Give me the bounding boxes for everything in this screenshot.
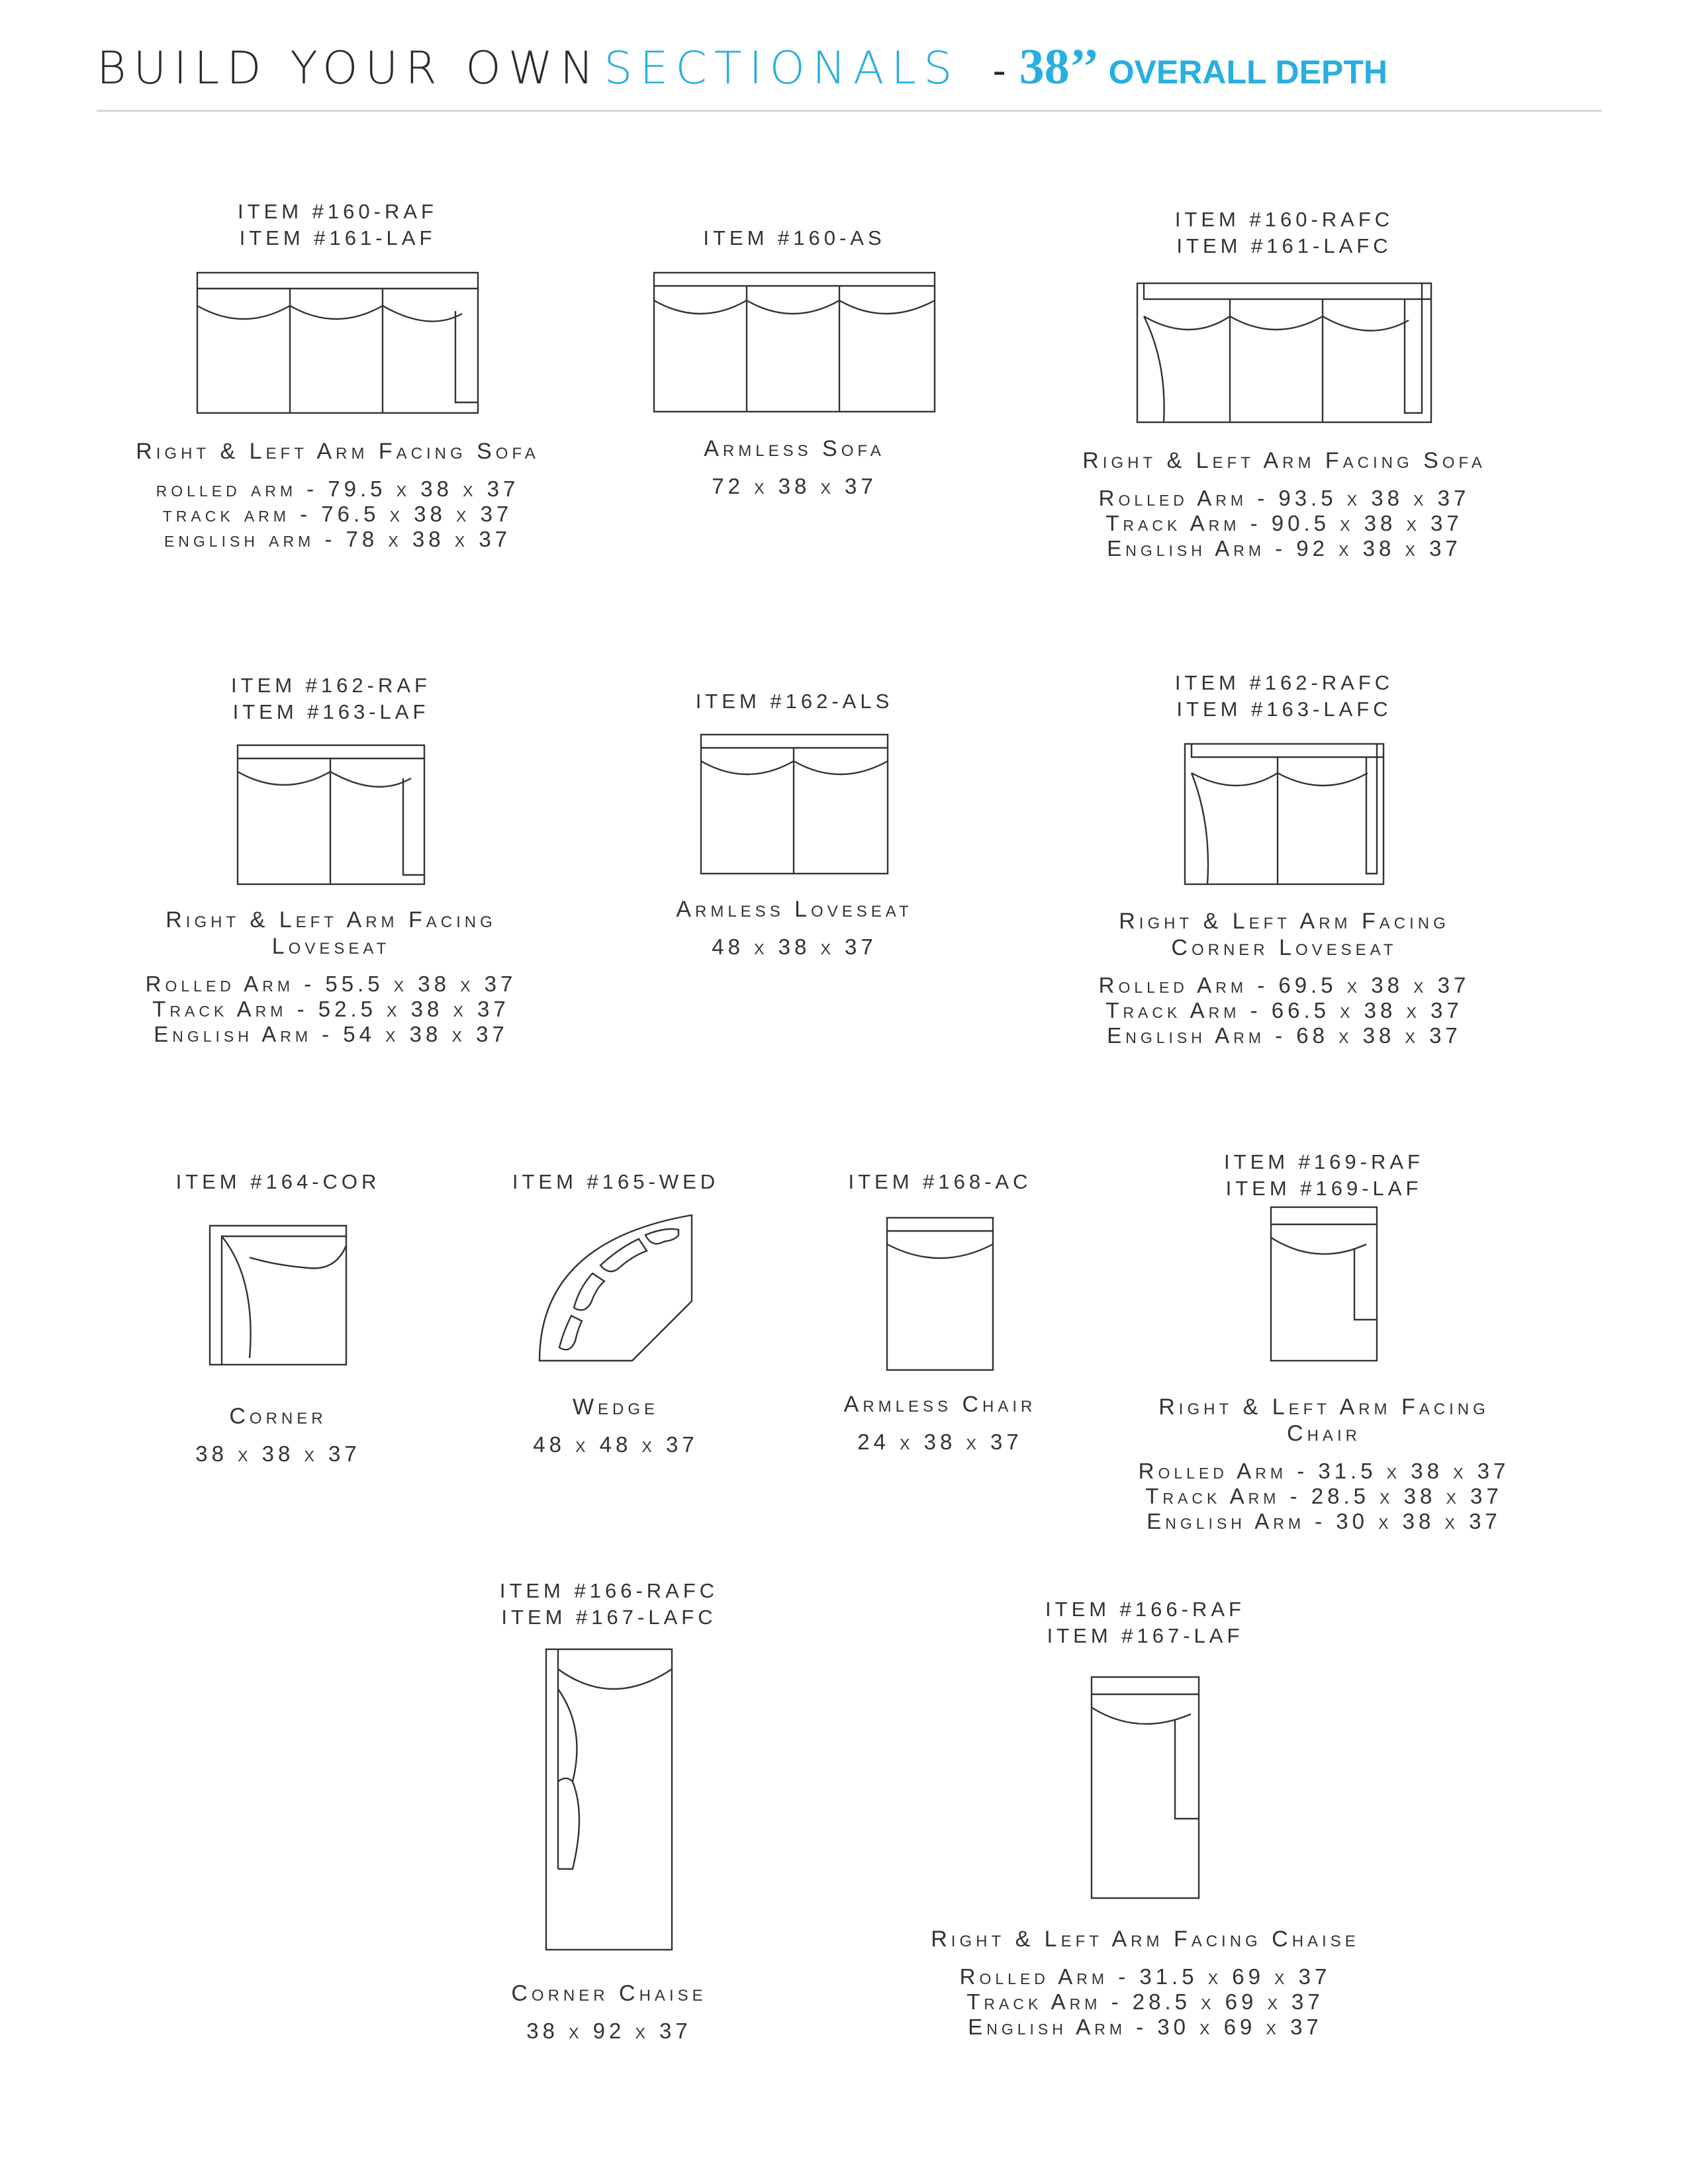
item-number: ITEM #164-COR bbox=[175, 1170, 381, 1193]
dimension: Track Arm - 28.5 x 69 x 37 bbox=[966, 1989, 1324, 2014]
dimension: 48 x 38 x 37 bbox=[712, 934, 877, 959]
item-number: ITEM #165-WED bbox=[512, 1170, 720, 1193]
product-164-cor bbox=[146, 1169, 410, 1467]
product-168-ac bbox=[808, 1169, 1072, 1455]
corner-chaise-icon bbox=[546, 1649, 672, 1950]
item-numbers bbox=[119, 199, 556, 251]
dimension: English Arm - 54 x 38 x 37 bbox=[154, 1022, 508, 1046]
dimension: 38 x 38 x 37 bbox=[195, 1441, 361, 1466]
dimension: Track Arm - 52.5 x 38 x 37 bbox=[152, 997, 510, 1021]
armless-chair-icon bbox=[887, 1218, 993, 1370]
item-number: ITEM #160-AS bbox=[703, 226, 886, 250]
product-165-wed bbox=[477, 1169, 755, 1457]
product-name: Corner Loveseat bbox=[1171, 935, 1397, 960]
title-build-your-own: BUILD YOUR OWN bbox=[97, 42, 601, 95]
item-number: ITEM #160-RAF bbox=[238, 200, 438, 223]
product-169-raf bbox=[1125, 1149, 1523, 1534]
dimension: English Arm - 68 x 38 x 37 bbox=[1107, 1023, 1462, 1048]
item-number: ITEM #163-LAFC bbox=[1176, 698, 1392, 721]
corner-icon bbox=[210, 1226, 346, 1365]
dimension: English Arm - 30 x 69 x 37 bbox=[968, 2015, 1323, 2039]
product-name: Right & Left Arm Facing Sofa bbox=[136, 439, 539, 464]
product-name: Right & Left Arm Facing bbox=[1119, 909, 1450, 934]
product-162-raf bbox=[113, 672, 549, 1047]
product-160-raf bbox=[119, 199, 556, 552]
dimension: Track Arm - 90.5 x 38 x 37 bbox=[1105, 511, 1463, 535]
depth-label: OVERALL DEPTH bbox=[1108, 54, 1387, 91]
item-number: ITEM #169-RAF bbox=[1224, 1150, 1424, 1173]
dimension: 48 x 48 x 37 bbox=[533, 1432, 698, 1457]
arm-facing-loveseat-icon bbox=[238, 745, 424, 884]
product-name: Armless Sofa bbox=[704, 436, 885, 461]
title-dash: - bbox=[992, 50, 1006, 93]
armless-sofa-icon bbox=[654, 273, 935, 412]
wedge-icon bbox=[539, 1215, 692, 1361]
product-name: Armless Loveseat bbox=[676, 897, 913, 922]
product-name: Right & Left Arm Facing Loveseat bbox=[165, 907, 496, 959]
dimension: track arm - 76.5 x 38 x 37 bbox=[162, 502, 513, 526]
arm-facing-chaise-icon bbox=[1092, 1677, 1199, 1898]
product-162-als bbox=[596, 688, 993, 960]
dimension: Rolled Arm - 69.5 x 38 x 37 bbox=[1098, 973, 1470, 997]
item-number: ITEM #166-RAFC bbox=[499, 1579, 719, 1602]
page-title bbox=[97, 38, 1387, 105]
product-name: Armless Chair bbox=[843, 1392, 1037, 1417]
item-number: ITEM #161-LAF bbox=[239, 226, 436, 250]
item-number: ITEM #168-AC bbox=[848, 1170, 1032, 1193]
product-name: Right & Left Arm Facing Chair bbox=[1158, 1394, 1489, 1446]
arm-facing-corner-sofa-icon bbox=[1137, 283, 1431, 422]
dimension: 24 x 38 x 37 bbox=[857, 1430, 1023, 1454]
depth-number: 38’’ bbox=[1019, 39, 1100, 95]
product-name: Wedge bbox=[572, 1394, 659, 1420]
item-number: ITEM #161-LAFC bbox=[1176, 234, 1392, 257]
dimension: 72 x 38 x 37 bbox=[712, 474, 877, 498]
item-number: ITEM #169-LAF bbox=[1225, 1177, 1423, 1200]
header-divider bbox=[97, 110, 1602, 112]
item-number: ITEM #163-LAF bbox=[232, 700, 430, 723]
item-number: ITEM #160-RAFC bbox=[1174, 208, 1394, 231]
item-number: ITEM #162-ALS bbox=[695, 690, 894, 713]
product-160-rafc bbox=[1072, 206, 1496, 561]
product-166-raf bbox=[927, 1596, 1364, 2040]
title-sectionals: SECTIONALS bbox=[604, 42, 960, 95]
arm-facing-sofa-icon bbox=[197, 273, 478, 413]
product-160-as bbox=[596, 225, 993, 499]
product-name: Right & Left Arm Facing Sofa bbox=[1082, 448, 1486, 473]
arm-facing-chair-icon bbox=[1271, 1207, 1377, 1361]
product-162-rafc bbox=[1072, 670, 1496, 1048]
dimension: rolled arm - 79.5 x 38 x 37 bbox=[156, 477, 520, 501]
item-number: ITEM #167-LAFC bbox=[501, 1606, 717, 1629]
dimension: Rolled Arm - 31.5 x 69 x 37 bbox=[959, 1964, 1331, 1989]
armless-loveseat-icon bbox=[701, 735, 888, 874]
dimension: 38 x 92 x 37 bbox=[526, 2019, 692, 2043]
item-number: ITEM #167-LAF bbox=[1047, 1624, 1244, 1647]
dimension: Rolled Arm - 55.5 x 38 x 37 bbox=[145, 972, 517, 996]
dimension: Rolled Arm - 31.5 x 38 x 37 bbox=[1138, 1459, 1510, 1483]
product-name: Right & Left Arm Facing Chaise bbox=[931, 1927, 1360, 1952]
item-number: ITEM #162-RAFC bbox=[1174, 671, 1394, 694]
product-166-rafc bbox=[477, 1578, 741, 2044]
corner-loveseat-icon bbox=[1185, 744, 1383, 884]
dimension: Rolled Arm - 93.5 x 38 x 37 bbox=[1098, 486, 1470, 510]
item-number: ITEM #166-RAF bbox=[1045, 1598, 1245, 1621]
dimension: English Arm - 30 x 38 x 37 bbox=[1147, 1509, 1501, 1533]
product-name: Corner Chaise bbox=[511, 1981, 707, 2006]
product-name: Corner bbox=[229, 1404, 327, 1429]
dimension: Track Arm - 66.5 x 38 x 37 bbox=[1105, 998, 1463, 1023]
dimension: english arm - 78 x 38 x 37 bbox=[164, 527, 512, 551]
item-number: ITEM #162-RAF bbox=[231, 674, 431, 697]
dimension: Track Arm - 28.5 x 38 x 37 bbox=[1145, 1484, 1503, 1508]
dimension: English Arm - 92 x 38 x 37 bbox=[1107, 536, 1462, 561]
